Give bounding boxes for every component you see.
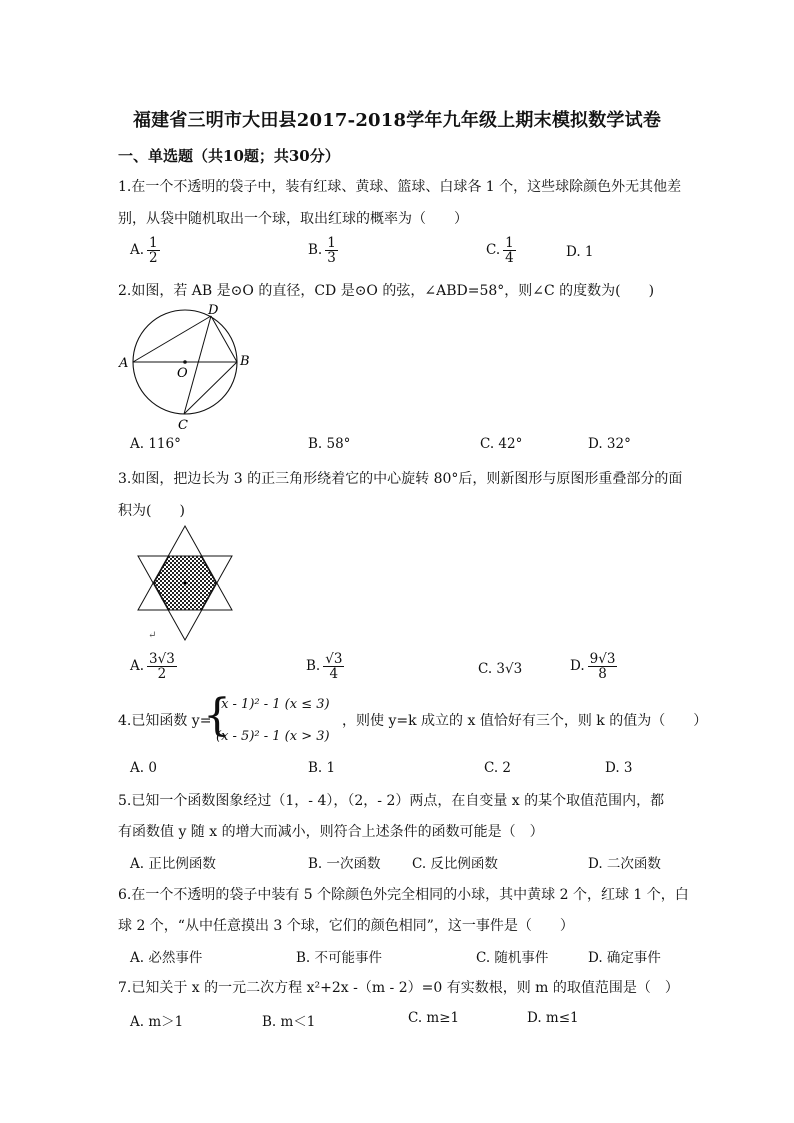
piecewise-brace: { xyxy=(203,690,231,741)
fraction: $\frac{√3}{4}$ xyxy=(325,651,343,683)
label-b: B xyxy=(240,354,250,369)
q5-option-c[interactable]: C. 反比例函数 xyxy=(412,856,498,872)
q5-option-a[interactable]: A. 正比例函数 xyxy=(130,856,216,872)
label-a: A xyxy=(119,356,129,371)
option-letter: A. xyxy=(130,242,145,259)
q4-prefix: 4.已知函数 y= xyxy=(118,713,212,729)
option-letter: B. xyxy=(306,658,321,675)
q1-option-a[interactable] xyxy=(130,236,160,265)
q6-text-line1: 6.在一个不透明的袋子中装有 5 个除颜色外完全相同的小球，其中黄球 2 个，红球 1 个，白 xyxy=(118,887,689,903)
center-dot xyxy=(183,581,187,585)
q2-option-c[interactable]: C. 42° xyxy=(480,436,523,452)
page-title: 福建省三明市大田县2017-2018学年九年级上期末模拟数学试卷 xyxy=(132,110,662,131)
q4-option-b[interactable]: B. 1 xyxy=(308,760,336,776)
q4-option-c[interactable]: C. 2 xyxy=(484,760,512,776)
q1-text-line1: 1.在一个不透明的袋子中，装有红球、黄球、篮球、白球各 1 个，这些球除颜色外无其他差 xyxy=(118,179,682,195)
circle-diagram xyxy=(114,302,264,432)
label-c: C xyxy=(178,418,188,432)
q3-text-line1: 3.如图，把边长为 3 的正三角形绕着它的中心旋转 80°后，则新图形与原图形重叠部分的面 xyxy=(118,471,683,487)
chord-dc xyxy=(184,316,211,414)
chord-cb xyxy=(184,362,237,414)
q5-text-line1: 5.已知一个函数图象经过（1，- 4），（2，- 2）两点，在自变量 x 的某个取值范围内，都 xyxy=(118,793,665,809)
q3-option-b[interactable] xyxy=(306,652,344,681)
q5-option-d[interactable]: D. 二次函数 xyxy=(588,856,661,872)
q4-case1: (x - 1)² - 1 (x ≤ 3) xyxy=(216,697,330,712)
fraction: $\frac{1}{4}$ xyxy=(505,235,514,267)
option-letter: D. xyxy=(570,658,585,675)
fraction: $\frac{1}{2}$ xyxy=(149,235,158,267)
option-letter: A. xyxy=(130,658,145,675)
q6-option-b[interactable]: B. 不可能事件 xyxy=(296,950,383,966)
q4-option-a[interactable]: A. 0 xyxy=(130,760,157,776)
q1-option-d[interactable]: D. 1 xyxy=(566,244,594,260)
q1-option-c[interactable] xyxy=(486,236,516,265)
q3-option-a[interactable] xyxy=(130,652,177,681)
q5-option-b[interactable]: B. 一次函数 xyxy=(308,856,381,872)
q3-option-c[interactable]: C. 3√3 xyxy=(478,661,523,677)
fraction: $\frac{3√3}{2}$ xyxy=(149,651,175,683)
section-heading: 一、单选题（共10题；共30分） xyxy=(118,147,340,165)
fraction: $\frac{1}{3}$ xyxy=(327,235,336,267)
label-o: O xyxy=(177,366,188,381)
q1-option-b[interactable] xyxy=(308,236,338,265)
q2-option-d[interactable]: D. 32° xyxy=(588,436,631,452)
chord-ad xyxy=(133,316,211,362)
q4-option-d[interactable]: D. 3 xyxy=(605,760,633,776)
q6-option-a[interactable]: A. 必然事件 xyxy=(130,950,203,966)
chord-db xyxy=(211,316,237,362)
q2-option-a[interactable]: A. 116° xyxy=(130,436,181,452)
q3-option-d[interactable] xyxy=(570,652,617,681)
return-mark: ↵ xyxy=(148,630,157,641)
label-d: D xyxy=(208,303,219,318)
q7-option-a[interactable]: A. m＞1 xyxy=(130,1014,184,1030)
q3-text-line2: 积为( ) xyxy=(118,503,185,519)
q7-option-b[interactable]: B. m＜1 xyxy=(262,1014,316,1030)
q7-text-line1: 7.已知关于 x 的一元二次方程 x²+2x -（m - 2）=0 有实数根，则 m 的取值范围是（ ） xyxy=(118,980,679,996)
q4-suffix: ，则使 y=k 成立的 x 值恰好有三个，则 k 的值为（ ） xyxy=(342,713,708,729)
option-letter: C. xyxy=(486,242,501,259)
q7-option-d[interactable]: D. m≤1 xyxy=(527,1010,579,1026)
q2-option-b[interactable]: B. 58° xyxy=(308,436,351,452)
star-diagram xyxy=(130,522,240,650)
q6-option-d[interactable]: D. 确定事件 xyxy=(588,950,661,966)
q1-text-line2: 别，从袋中随机取出一个球，取出红球的概率为（ ） xyxy=(118,211,468,227)
q2-text-line1: 2.如图，若 AB 是⊙O 的直径，CD 是⊙O 的弦，∠ABD=58°，则∠C 的度数为( ) xyxy=(118,283,655,299)
q5-text-line2: 有函数值 y 随 x 的增大而减小，则符合上述条件的函数可能是（ ） xyxy=(118,824,544,840)
fraction: $\frac{9√3}{8}$ xyxy=(589,651,616,683)
center-dot xyxy=(183,360,187,364)
q6-option-c[interactable]: C. 随机事件 xyxy=(476,950,549,966)
q4-case2: (x - 5)² - 1 (x > 3) xyxy=(216,729,330,744)
option-letter: B. xyxy=(308,242,323,259)
q6-text-line2: 球 2 个，“从中任意摸出 3 个球，它们的颜色相同”，这一事件是（ ） xyxy=(118,918,574,934)
q7-option-c[interactable]: C. m≥1 xyxy=(408,1010,460,1026)
